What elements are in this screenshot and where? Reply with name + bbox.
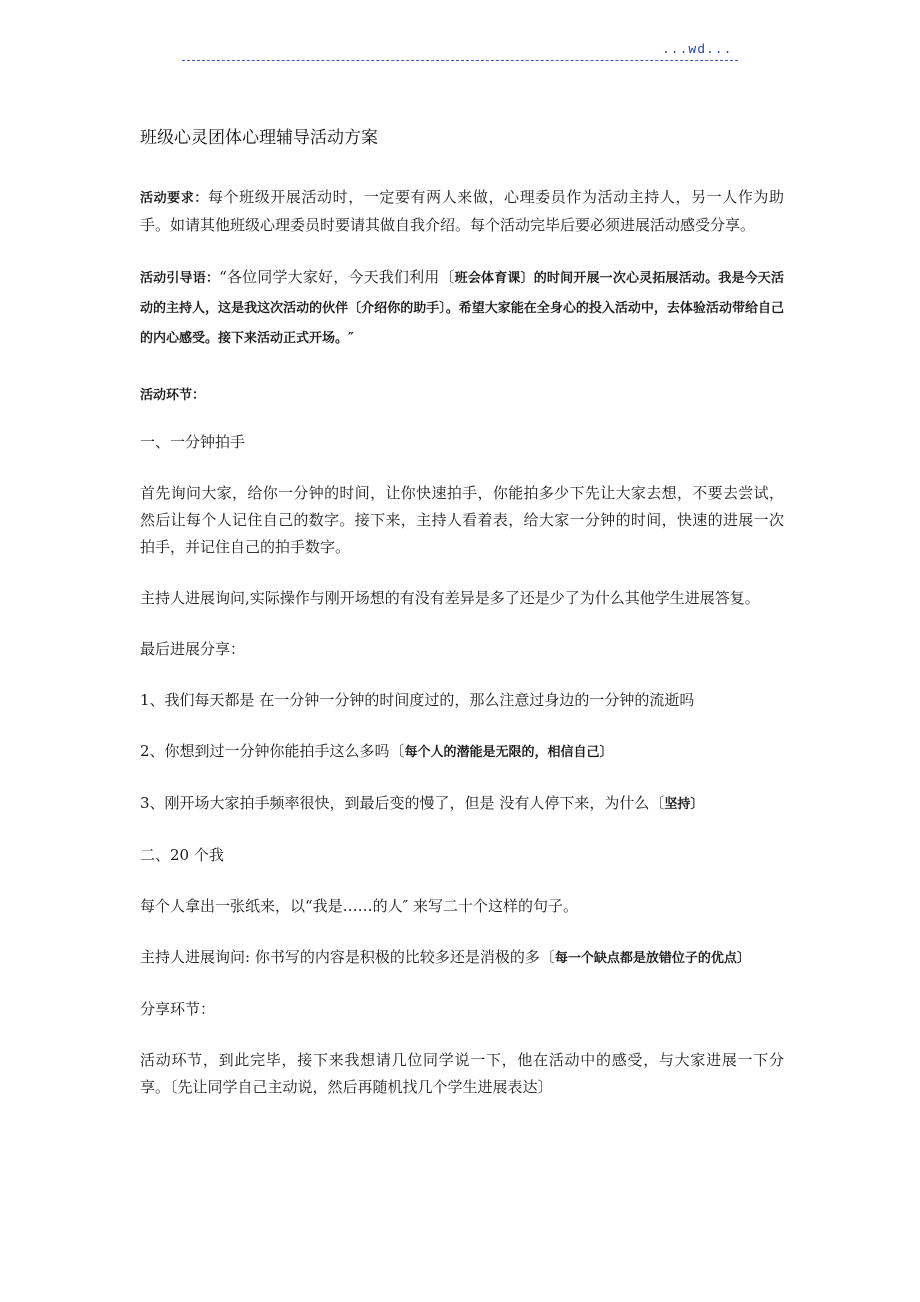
- share-item-2: [140, 738, 784, 766]
- share-paragraph: 活动环节，到此完毕，接下来我想请几位同学说一下，他在活动中的感受，与大家进展一下分享。〔先让同学自己主动说，然后再随机找几个学生进展表达〕: [140, 1051, 784, 1096]
- section1-paragraph-1: 首先询问大家，给你一分钟的时间，让你快速拍手，你能拍多少下先让大家去想，不要去尝试，然后让每个人记住自己的数字。接下来，主持人看着表，给大家一分钟的时间，快速的进展一次拍手，并记住自己的拍手数字。: [140, 484, 784, 556]
- section2-paragraph-2-bold: 每一个缺点都是放错位子的优点〕: [554, 951, 750, 966]
- share-item-3-bold: 坚持〕: [664, 797, 704, 812]
- section2-heading: 二、20 个我: [140, 846, 224, 864]
- share-item-3: [140, 790, 784, 818]
- requirement-label: 活动要求：: [140, 191, 208, 206]
- section2-paragraph-2: [140, 944, 784, 972]
- share-heading: 分享环节：: [140, 1000, 216, 1018]
- section2-paragraph-1: 每个人拿出一张纸来，以“我是……的人″ 来写二十个这样的句子。: [140, 897, 579, 915]
- activity-guide: [140, 263, 784, 353]
- section1-paragraph-2: 主持人进展询问,实际操作与刚开场想的有没有差异是多了还是少了为什么其他学生进展答复。: [140, 589, 760, 607]
- share-item-2-bold: 每个人的潜能是无限的，相信自己〕: [404, 745, 613, 760]
- guide-open: “各位同学大家好，今天我们利用〔: [219, 268, 455, 286]
- requirement-text: 每个班级开展活动时，一定要有两人来做，心理委员作为活动主持人，另一人作为助手。如请其他班级心理委员时要请其做自我介绍。每个活动完毕后要必须进展活动感受分享。: [140, 188, 784, 234]
- header-mark: ...wd...: [662, 42, 733, 57]
- document-title: 班级心灵团体心理辅导活动方案: [140, 128, 378, 148]
- section2-paragraph-2-text: 主持人进展询问: 你书写的内容是积极的比较多还是消极的多〔: [140, 948, 555, 966]
- activity-requirement: [140, 184, 784, 239]
- share-item-1: 1、我们每天都是 在一分钟一分钟的时间度过的，那么注意过身边的一分钟的流逝吗: [140, 691, 695, 709]
- share-item-2-text: 2、你想到过一分钟你能拍手这么多吗〔: [140, 742, 405, 760]
- section1-heading: 一、一分钟拍手: [140, 433, 246, 451]
- share-item-3-text: 3、刚开场大家拍手频率很快，到最后变的慢了，但是 没有人停下来，为什么〔: [140, 794, 665, 812]
- guide-bold-text: 班会体育课〕的时间开展一次心灵拓展活动。我是今天活动的主持人，这是我这次活动的伙伴〔介绍你的助手〕。希望大家能在全身心的投入活动中，去体验活动带给自己的内心感受。接下来活动正式开场。″: [140, 271, 784, 346]
- document-body: [140, 126, 784, 1125]
- header-dashed-rule: [182, 60, 738, 61]
- sections-label-text: 活动环节：: [140, 388, 206, 403]
- guide-label: 活动引导语：: [140, 271, 220, 286]
- sections-label: [140, 381, 784, 409]
- section1-paragraph-3: 最后进展分享：: [140, 640, 246, 658]
